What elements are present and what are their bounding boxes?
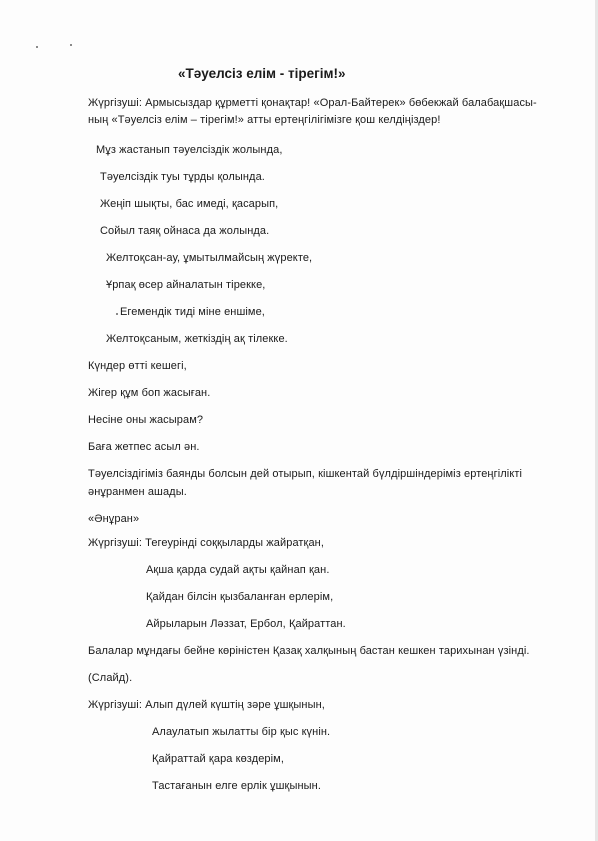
poem-line: Күндер өтті кешегі, <box>88 360 187 372</box>
poem-line: Ақша қарда судай ақты қайнап қан. <box>146 564 330 576</box>
text-line: Тәуелсіздігіміз баянды болсын дей отырып, кішкентай бүлдіршіндеріміз ертеңгілікті <box>88 468 523 480</box>
poem-line: Желтоқсаным, жеткіздің ақ тілекке. <box>106 333 288 345</box>
text-line: әнұранмен ашады. <box>88 486 187 498</box>
scan-speck <box>36 46 38 48</box>
poem-line: Қайдан білсін қызбаланған ерлерім, <box>146 591 334 603</box>
text-line: Жүргізуші: Алып дүлей күштің зәре ұшқынын, <box>88 699 325 711</box>
poem-line: Желтоқсан-ау, ұмытылмайсың жүректе, <box>106 252 313 264</box>
text-line: Балалар мұндағы бейне көріністен Қазақ халқының бастан кешкен тарихынан үзінді. <box>88 645 530 657</box>
poem-line: Несіне оны жасырам? <box>88 414 204 426</box>
text-line: (Слайд). <box>88 672 133 684</box>
poem-line: Тәуелсіздік туы тұрды қолында. <box>100 171 265 183</box>
section-label: «Әнұран» <box>88 513 140 525</box>
scan-speck <box>116 313 118 315</box>
poem-line: Айрыларын Ләззат, Ербол, Қайраттан. <box>146 618 346 630</box>
text-line: Жүргізуші: Тегеурінді соққыларды жайратқан, <box>88 537 325 549</box>
poem-line: Баға жетпес асыл ән. <box>88 441 200 453</box>
poem-line: Тастағанын елге ерлік ұшқынын. <box>152 780 321 792</box>
text-line: Жүргізуші: Армысыздар құрметті қонақтар! «Орал-Байтерек» бөбекжай балабақшасы- <box>88 97 537 109</box>
poem-line: Ұрпақ өсер айналатын тірекке, <box>106 279 266 291</box>
scan-speck <box>70 44 72 46</box>
poem-line: Қайраттай қара көздерім, <box>152 753 285 765</box>
poem-line: Алаулатып жылатты бір қыс күнін. <box>152 726 331 738</box>
document-title: «Тәуелсіз елім - тірегім!» <box>178 66 346 81</box>
poem-line: Жігер құм боп жасыған. <box>88 387 211 399</box>
poem-line: Егемендік тиді міне еншіме, <box>120 306 265 318</box>
poem-line: Жеңіп шықты, бас имеді, қасарып, <box>100 198 279 210</box>
poem-line: Мұз жастанып тәуелсіздік жолында, <box>96 144 283 156</box>
text-line: ның «Тәуелсіз елім – тірегім!» атты ертеңгілігімізге қош келдіңіздер! <box>88 114 441 126</box>
poem-line: Сойыл таяқ ойнаса да жолында. <box>100 225 270 237</box>
